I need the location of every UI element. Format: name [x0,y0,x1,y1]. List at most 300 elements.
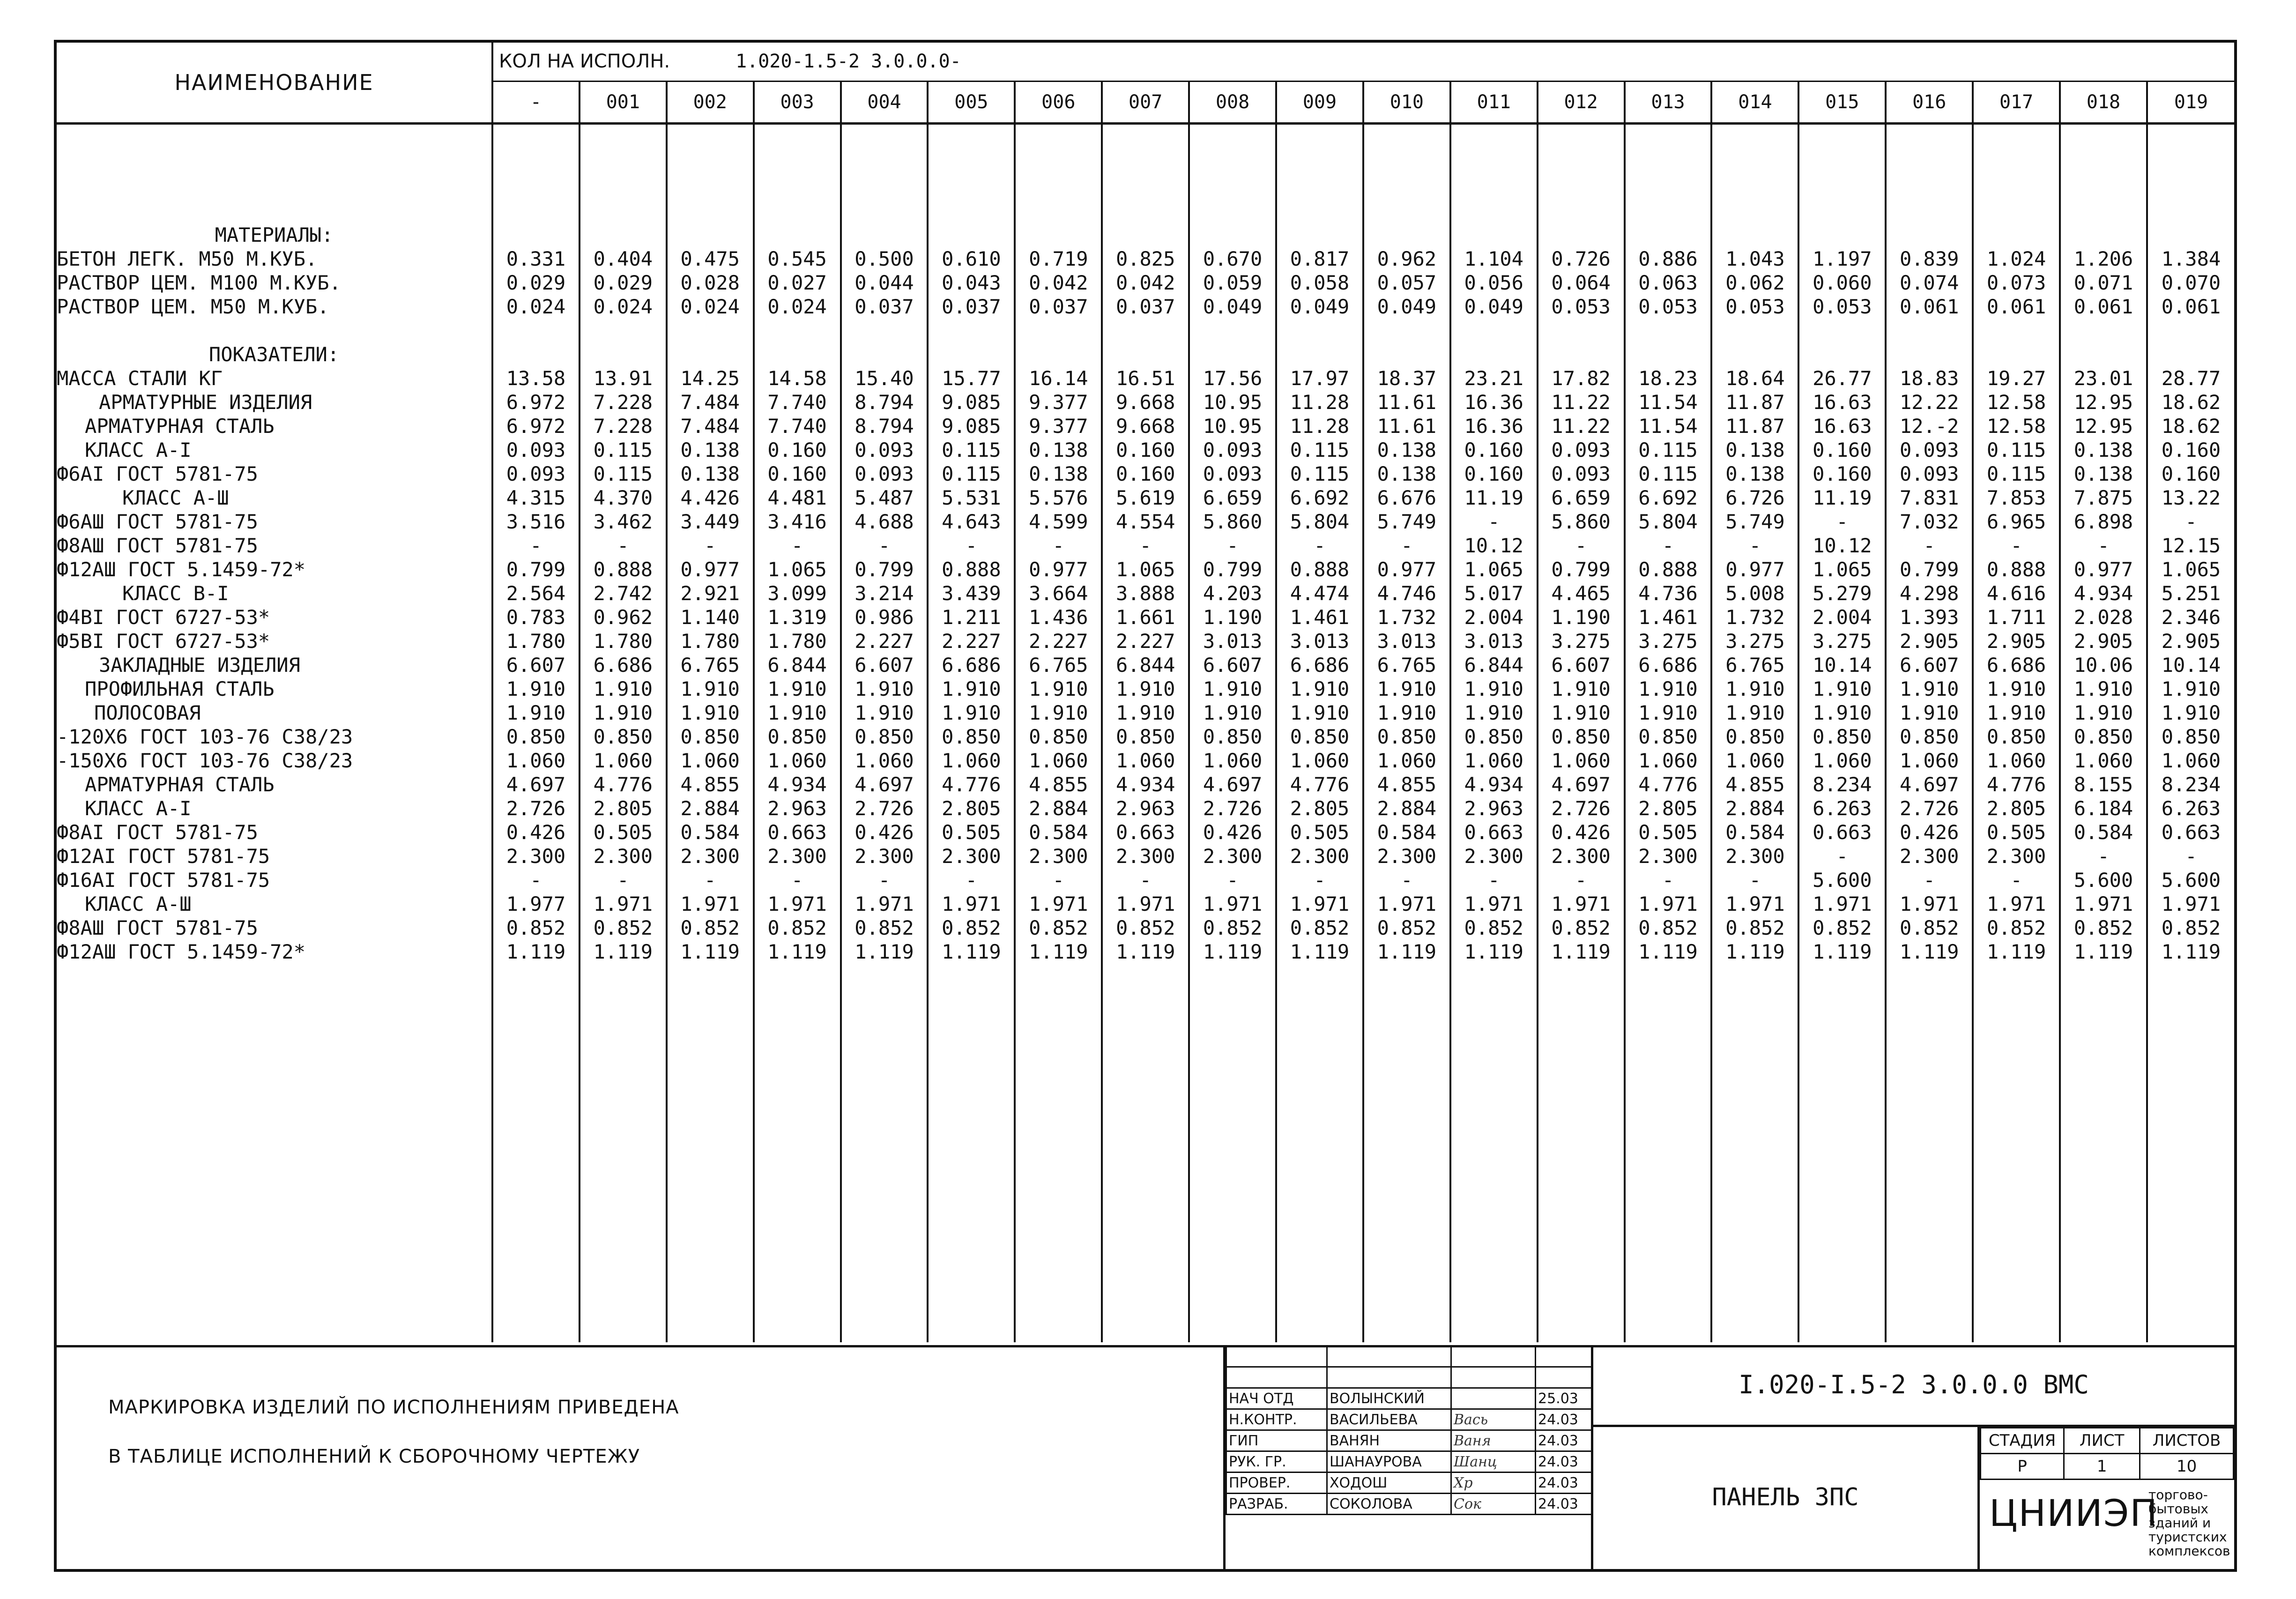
value-cell: 4.776 [1986,773,2046,796]
value-cell: 6.607 [854,653,914,677]
value-cell: 0.852 [1638,916,1698,939]
value-cell: - [617,868,629,892]
value-cell: 3.013 [1377,629,1437,653]
value-cell: 2.300 [1638,844,1698,868]
value-cell: 3.013 [1464,629,1523,653]
column-header: 004 [841,81,928,123]
signature-role: ГИП [1226,1430,1327,1451]
spacer [1887,319,1972,366]
value-cell: 0.852 [1986,916,2046,939]
value-cell: 1.732 [1725,605,1785,629]
value-cell: 0.138 [680,462,740,485]
value-column [928,123,1015,1342]
value-cell: 6.263 [2161,796,2221,820]
value-cell: 1.910 [1899,701,1959,724]
value-cell: 2.004 [1813,605,1872,629]
value-column [492,123,580,1342]
value-cell: 1.043 [1725,247,1785,270]
value-cell: 0.138 [680,438,740,461]
column-header: 006 [1015,81,1102,123]
group-heading: МАТЕРИАЛЫ: [215,223,334,246]
spacer [1103,319,1188,366]
value-cell: 2.726 [1899,796,1959,820]
value-cell: 1.910 [2073,701,2133,724]
value-cell: 0.500 [854,247,914,270]
value-cell: 1.065 [767,558,827,581]
value-cell: 0.073 [1986,271,2046,294]
value-cell: 1.971 [1813,892,1872,915]
value-cell: 0.986 [854,605,914,629]
title-block-area [57,1345,2234,1569]
value-cell: - [1662,534,1674,557]
value-cell: 1.910 [2161,701,2221,724]
name-column-header: НАИМЕНОВАНИЕ [57,43,492,123]
value-cell: 0.053 [1725,295,1785,318]
spacer [580,319,666,366]
spacer [1277,319,1362,366]
value-cell: 0.852 [1377,916,1437,939]
value-cell: - [1139,868,1152,892]
value-cell: - [878,534,891,557]
value-cell: 6.972 [506,390,566,414]
value-cell: 2.300 [593,844,653,868]
value-column [1973,123,2060,1342]
organization-subtitle [2148,1488,2230,1558]
value-cell: 1.119 [593,940,653,963]
value-cell: 1.910 [1115,677,1175,700]
column-header: - [492,81,580,123]
value-cell: - [1226,534,1239,557]
value-cell: 12.95 [2073,414,2133,438]
value-cell: 1.711 [1986,605,2046,629]
value-cell: - [1575,868,1587,892]
value-cell: 1.971 [1899,892,1959,915]
column-header: 002 [667,81,754,123]
value-cell: 1.060 [1813,749,1872,772]
value-cell: 0.061 [1986,295,2046,318]
value-cell: 6.607 [1899,653,1959,677]
value-cell: 11.28 [1290,390,1350,414]
value-cell: 4.934 [2073,581,2133,605]
value-column [2060,123,2147,1342]
value-cell: 0.093 [506,462,566,485]
column-header: 001 [580,81,667,123]
value-cell: 3.462 [593,510,653,533]
value-cell: 0.850 [1899,725,1959,748]
drawing-title: ПАНЕЛЬ ЗПС [1591,1427,1977,1569]
signature-date: 25.03 [1536,1388,1592,1409]
value-cell: 3.439 [942,581,1001,605]
row-name: Ф8АШ ГОСТ 5781-75 [57,534,258,557]
value-cell: 1.910 [1115,701,1175,724]
value-cell: 0.058 [1290,271,1350,294]
value-cell: 0.850 [1029,725,1088,748]
value-cell: 0.138 [1377,438,1437,461]
value-cell: 6.686 [1638,653,1698,677]
value-cell: 0.850 [1725,725,1785,748]
org-sub-line: зданий и [2148,1515,2211,1531]
column-header: 018 [2060,81,2147,123]
value-cell: 0.962 [593,605,653,629]
value-cell: 16.51 [1115,366,1175,390]
sheets-label: ЛИСТОВ [2140,1428,2234,1454]
value-cell: - [2185,844,2197,868]
value-cell: 0.852 [593,916,653,939]
note-line-2: В ТАБЛИЦЕ ИСПОЛНЕНИЙ К СБОРОЧНОМУ ЧЕРТЕЖУ [108,1446,640,1467]
value-cell: 6.607 [506,653,566,677]
value-cell: 0.584 [680,820,740,844]
value-cell: 3.449 [680,510,740,533]
value-cell: 2.300 [1725,844,1785,868]
value-cell: 1.910 [1638,677,1698,700]
value-cell: 1.910 [1464,677,1523,700]
value-cell: 0.977 [1377,558,1437,581]
value-cell: 2.805 [1290,796,1350,820]
row-name: КЛАСС В-I [122,581,229,605]
value-cell: 10.14 [2161,653,2221,677]
value-cell: 4.855 [1029,773,1088,796]
value-cell: 4.616 [1986,581,2046,605]
value-cell: 4.855 [1377,773,1437,796]
value-cell: 5.600 [2161,868,2221,892]
value-cell: 2.227 [854,629,914,653]
value-cell: 0.115 [942,438,1001,461]
value-cell: 0.071 [2073,271,2133,294]
value-cell: 1.119 [1464,940,1523,963]
spacer [668,319,753,366]
value-cell: 0.852 [1029,916,1088,939]
value-cell: 1.910 [506,677,566,700]
value-cell: 1.910 [1203,701,1263,724]
value-cell: 11.22 [1551,414,1611,438]
value-cell: 0.044 [854,271,914,294]
value-cell: 13.58 [506,366,566,390]
value-cell: 6.765 [1377,653,1437,677]
value-cell: 0.115 [593,462,653,485]
value-cell: 6.765 [1029,653,1088,677]
value-cell: 0.426 [1551,820,1611,844]
row-name: КЛАСС А-Ш [85,892,192,915]
value-cell: 2.300 [942,844,1001,868]
spacer [1799,319,1885,366]
signature-sign: Сок [1451,1494,1536,1515]
value-cell: 0.115 [1290,462,1350,485]
spacer [493,319,579,366]
organization-block [1980,1479,2234,1569]
value-cell: 0.850 [1813,725,1872,748]
value-cell: 4.855 [680,773,740,796]
signature-role: РАЗРАБ. [1226,1494,1327,1515]
value-cell: 2.300 [767,844,827,868]
value-cell: 2.963 [1464,796,1523,820]
value-cell: 0.037 [1115,295,1175,318]
value-cell: 1.910 [680,677,740,700]
value-cell: - [530,868,542,892]
value-cell: 2.805 [1986,796,2046,820]
value-cell: 1.119 [1377,940,1437,963]
value-cell: 0.027 [767,271,827,294]
value-cell: 6.659 [1551,486,1611,509]
value-cell: 0.505 [942,820,1001,844]
value-cell: 0.093 [1203,438,1263,461]
value-cell: 2.726 [506,796,566,820]
value-cell: 0.024 [593,295,653,318]
value-cell: 5.860 [1551,510,1611,533]
value-column [1886,123,1973,1342]
value-cell: 0.093 [854,438,914,461]
value-cell: 0.115 [1638,438,1698,461]
value-cell: 1.119 [1551,940,1611,963]
value-cell: 5.619 [1115,486,1175,509]
value-cell: 1.910 [767,677,827,700]
value-cell: 12.95 [2073,390,2133,414]
value-cell: 0.024 [680,295,740,318]
value-cell: 1.190 [1203,605,1263,629]
value-cell: 1.140 [680,605,740,629]
value-cell: 2.726 [854,796,914,820]
value-cell: 8.234 [2161,773,2221,796]
value-cell: 2.004 [1464,605,1523,629]
value-cell: 0.852 [1464,916,1523,939]
value-cell: 1.971 [1725,892,1785,915]
value-cell: 0.037 [1029,295,1088,318]
row-name: Ф12АШ ГОСТ 5.1459-72* [57,940,306,963]
value-cell: 10.95 [1203,414,1263,438]
value-cell: 11.61 [1377,414,1437,438]
value-cell: - [1139,534,1152,557]
spacer [755,319,840,366]
stage-sheet-block [1977,1427,2234,1569]
value-cell: 1.971 [767,892,827,915]
value-cell: 1.910 [1029,677,1088,700]
value-cell: - [1575,534,1587,557]
value-cell: 7.228 [593,414,653,438]
value-cell: 1.910 [767,701,827,724]
spacer [929,319,1014,366]
value-column [1450,123,1538,1342]
value-cell: 11.22 [1551,390,1611,414]
value-cell: 0.053 [1638,295,1698,318]
value-cell: 2.227 [1029,629,1088,653]
value-column [1276,123,1363,1342]
signature-date: 24.03 [1536,1430,1592,1451]
value-cell: 2.564 [506,581,566,605]
row-name: -150Х6 ГОСТ 103-76 С38/23 [57,749,353,772]
signature-sign: Вась [1451,1409,1536,1430]
value-cell: 4.776 [593,773,653,796]
value-cell: 1.319 [767,605,827,629]
value-cell: 0.719 [1029,247,1088,270]
value-cell: 13.22 [2161,486,2221,509]
value-cell: 1.060 [1377,749,1437,772]
value-cell: 6.607 [1551,653,1611,677]
row-name: КЛАСС А-I [85,438,192,461]
value-cell: 3.664 [1029,581,1088,605]
value-cell: 1.060 [1115,749,1175,772]
signature-role: НАЧ ОТД [1226,1388,1327,1409]
column-header: 009 [1276,81,1363,123]
value-cell: 1.461 [1638,605,1698,629]
value-cell: 23.01 [2073,366,2133,390]
value-cell: 6.844 [1464,653,1523,677]
column-header: 015 [1798,81,1886,123]
value-column [1711,123,1798,1342]
value-cell: 1.910 [2161,677,2221,700]
value-cell: 7.853 [1986,486,2046,509]
value-cell: 4.481 [767,486,827,509]
column-header: 019 [2147,81,2234,123]
value-cell: 0.331 [506,247,566,270]
value-cell: 1.060 [1551,749,1611,772]
value-cell: - [965,534,978,557]
value-cell: 0.028 [680,271,740,294]
value-cell: 0.852 [1899,916,1959,939]
value-cell: 0.057 [1377,271,1437,294]
value-cell: 1.060 [1986,749,2046,772]
row-name: Ф4ВI ГОСТ 6727-53* [57,605,270,629]
value-cell: 6.263 [1813,796,1872,820]
column-header: 014 [1711,81,1798,123]
value-cell: 0.049 [1203,295,1263,318]
value-cell: 4.855 [1725,773,1785,796]
value-cell: 0.783 [506,605,566,629]
value-cell: 1.910 [1725,677,1785,700]
value-cell: 4.315 [506,486,566,509]
value-cell: 0.056 [1464,271,1523,294]
value-cell: 1.971 [593,892,653,915]
value-column [1102,123,1189,1342]
value-cell: - [1052,534,1064,557]
value-cell: 1.060 [1638,749,1698,772]
value-cell: 1.971 [1203,892,1263,915]
signature-role: РУК. ГР. [1226,1451,1327,1473]
spacer [57,319,491,342]
value-cell: 0.093 [1899,438,1959,461]
value-cell: 2.963 [1115,796,1175,820]
org-sub-line: бытовых [2148,1501,2208,1517]
value-cell: 0.115 [1290,438,1350,461]
value-cell: 4.426 [680,486,740,509]
value-cell: 1.971 [1638,892,1698,915]
value-cell: 0.160 [1813,438,1872,461]
value-cell: 11.19 [1813,486,1872,509]
value-cell: 1.104 [1464,247,1523,270]
value-cell: 2.300 [854,844,914,868]
value-cell: 1.065 [1464,558,1523,581]
value-cell: 4.934 [767,773,827,796]
value-cell: 0.043 [942,271,1001,294]
value-cell: 1.060 [680,749,740,772]
value-column [580,123,667,1342]
value-cell: 18.64 [1725,366,1785,390]
value-cell: 0.799 [1899,558,1959,581]
spacer [2148,319,2234,366]
signature-name: ШАНАУРОВА [1327,1451,1451,1473]
value-cell: 4.203 [1203,581,1263,605]
value-cell: 0.049 [1377,295,1437,318]
value-cell: 0.962 [1377,247,1437,270]
value-column [1363,123,1450,1342]
column-header: 016 [1886,81,1973,123]
value-cell: 1.119 [854,940,914,963]
value-cell: 1.060 [1029,749,1088,772]
value-cell: 0.850 [1115,725,1175,748]
value-cell: 0.061 [2161,295,2221,318]
value-cell: 4.776 [1638,773,1698,796]
value-cell: 12.22 [1899,390,1959,414]
value-cell: 0.610 [942,247,1001,270]
value-cell: 28.77 [2161,366,2221,390]
value-cell: 2.805 [593,796,653,820]
value-cell: 0.850 [1464,725,1523,748]
value-cell: 0.138 [1725,462,1785,485]
value-cell: 0.888 [1986,558,2046,581]
signature-name: ХОДОШ [1327,1473,1451,1494]
value-cell: 0.850 [767,725,827,748]
value-cell: 1.780 [767,629,827,653]
note-line-1: МАРКИРОВКА ИЗДЕЛИЙ ПО ИСПОЛНЕНИЯМ ПРИВЕДЕНА [108,1397,679,1418]
value-cell: 11.19 [1464,486,1523,509]
signature-role: ПРОВЕР. [1226,1473,1327,1494]
value-cell: 7.831 [1899,486,1959,509]
value-cell: 4.746 [1377,581,1437,605]
column-header: 013 [1625,81,1712,123]
value-cell: 2.921 [680,581,740,605]
value-cell: 0.888 [942,558,1001,581]
value-cell: 1.910 [1899,677,1959,700]
value-cell: 0.115 [942,462,1001,485]
value-cell: 7.740 [767,390,827,414]
value-cell: 5.487 [854,486,914,509]
value-cell: 3.888 [1115,581,1175,605]
value-cell: 2.300 [1551,844,1611,868]
value-cell: 0.852 [767,916,827,939]
value-cell: - [617,534,629,557]
value-cell: 1.910 [1813,701,1872,724]
value-cell: 1.393 [1899,605,1959,629]
row-name: Ф6АШ ГОСТ 5781-75 [57,510,258,533]
value-cell: 1.436 [1029,605,1088,629]
value-cell: - [1226,868,1239,892]
value-cell: 8.155 [2073,773,2133,796]
value-cell: 16.36 [1464,390,1523,414]
value-cell: 2.300 [1377,844,1437,868]
value-cell: 0.663 [1464,820,1523,844]
value-cell: 26.77 [1813,366,1872,390]
value-cell: 8.234 [1813,773,1872,796]
value-cell: 4.599 [1029,510,1088,533]
value-cell: 0.799 [1551,558,1611,581]
value-cell: 1.910 [854,701,914,724]
value-cell: 0.061 [1899,295,1959,318]
value-cell: 0.852 [2073,916,2133,939]
value-cell: 1.060 [1464,749,1523,772]
value-cell: 5.017 [1464,581,1523,605]
value-cell: 1.384 [2161,247,2221,270]
value-cell: 3.275 [1551,629,1611,653]
value-cell: 1.977 [506,892,566,915]
value-cell: 4.465 [1551,581,1611,605]
value-cell: 2.726 [1551,796,1611,820]
ispoln-label: КОЛ НА ИСПОЛН. [499,51,670,73]
value-column [1015,123,1102,1342]
value-column [667,123,754,1342]
value-cell: 2.905 [2161,629,2221,653]
value-cell: 1.119 [1986,940,2046,963]
value-cell: 0.584 [2073,820,2133,844]
value-cell: 3.416 [767,510,827,533]
row-name: ПРОФИЛЬНАЯ СТАЛЬ [85,677,275,700]
